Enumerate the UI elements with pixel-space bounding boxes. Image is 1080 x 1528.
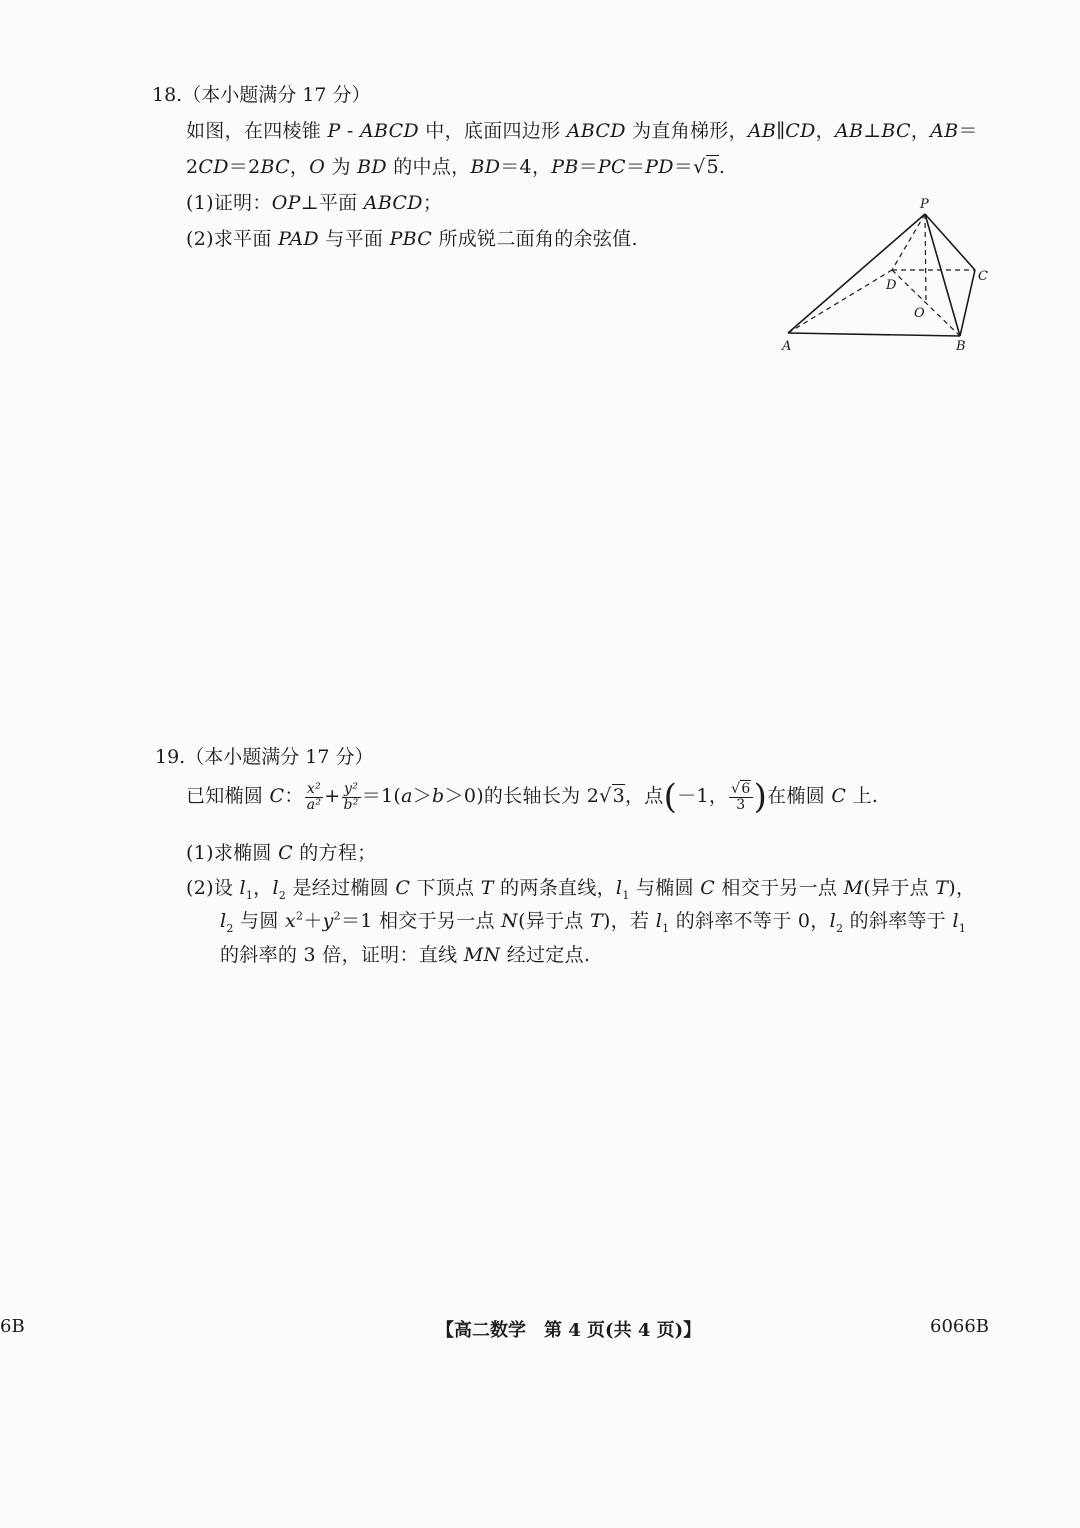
label-B: B — [956, 339, 966, 354]
fraction-sqrt6-3: $\frac{√6}{3}$ — [731, 780, 751, 813]
footer-right-code: 6066B — [930, 1316, 990, 1337]
label-P: P — [920, 197, 929, 212]
label-A: A — [782, 339, 792, 354]
q18-part2: (2)求平面 PAD 与平面 PBC 所成锐二面角的余弦值. — [186, 228, 638, 250]
q19-part2-line3: 的斜率的 3 倍，证明：直线 MN 经过定点. — [220, 944, 591, 966]
pyramid-figure — [770, 190, 1000, 360]
edge-AB — [788, 333, 960, 336]
q18-stem-line1: 如图，在四棱锥 P - ABCD 中，底面四边形 ABCD 为直角梯形，AB∥CD，AB⊥BC，AB＝ — [186, 120, 978, 142]
q19-stem: 已知椭圆 C： $\frac{\text{x²}}{\text{a²}}$ + $\frac{\text{y²}}{\text{b²}}$ ＝1(a＞b＞0)的长轴长为 2√3，点(－1， $\frac{√6}{3}$ )在椭圆 C 上. — [186, 777, 879, 817]
q19-part1: (1)求椭圆 C 的方程； — [186, 842, 377, 864]
footer-page-info: 【高二数学 第 4 页(共 4 页)】 — [436, 1320, 702, 1341]
edge-AD — [788, 270, 892, 333]
label-C: C — [978, 269, 988, 284]
q19-header: 19.（本小题满分 17 分） — [155, 746, 374, 768]
edge-PB — [925, 214, 960, 336]
fraction-x2-a2: $\frac{\text{x²}}{\text{a²}}$ — [306, 780, 322, 813]
edge-PO — [925, 214, 926, 303]
q19-part2-line2: $l_2$ 与圆 $x^2+y^2=1$ 相交于另一点 N(异于点 T)，若 $l_1$ 的斜率不等于 0，$l_2$ 的斜率等于 $l_1$ — [220, 909, 967, 935]
q18-header: 18.（本小题满分 17 分） — [152, 84, 371, 106]
q18-part1: (1)证明：OP⊥平面 ABCD； — [186, 192, 443, 214]
edge-PD — [892, 214, 925, 270]
q18-stem-line2: 2CD＝2BC，O 为 BD 的中点，BD＝4，PB＝PC＝PD＝√5. — [186, 156, 726, 178]
footer-left-code: 6B — [0, 1316, 25, 1337]
fraction-y2-b2: $\frac{\text{y²}}{\text{b²}}$ — [343, 780, 359, 813]
label-O: O — [914, 306, 925, 321]
label-D: D — [886, 278, 897, 293]
q19-part2-line1: (2)设 $l_1$，$l_2$ 是经过椭圆 C 下顶点 T 的两条直线，$l_1$ 与椭圆 C 相交于另一点 M(异于点 T)， — [186, 877, 976, 902]
edge-BC — [960, 270, 975, 336]
edge-PA — [788, 214, 925, 333]
